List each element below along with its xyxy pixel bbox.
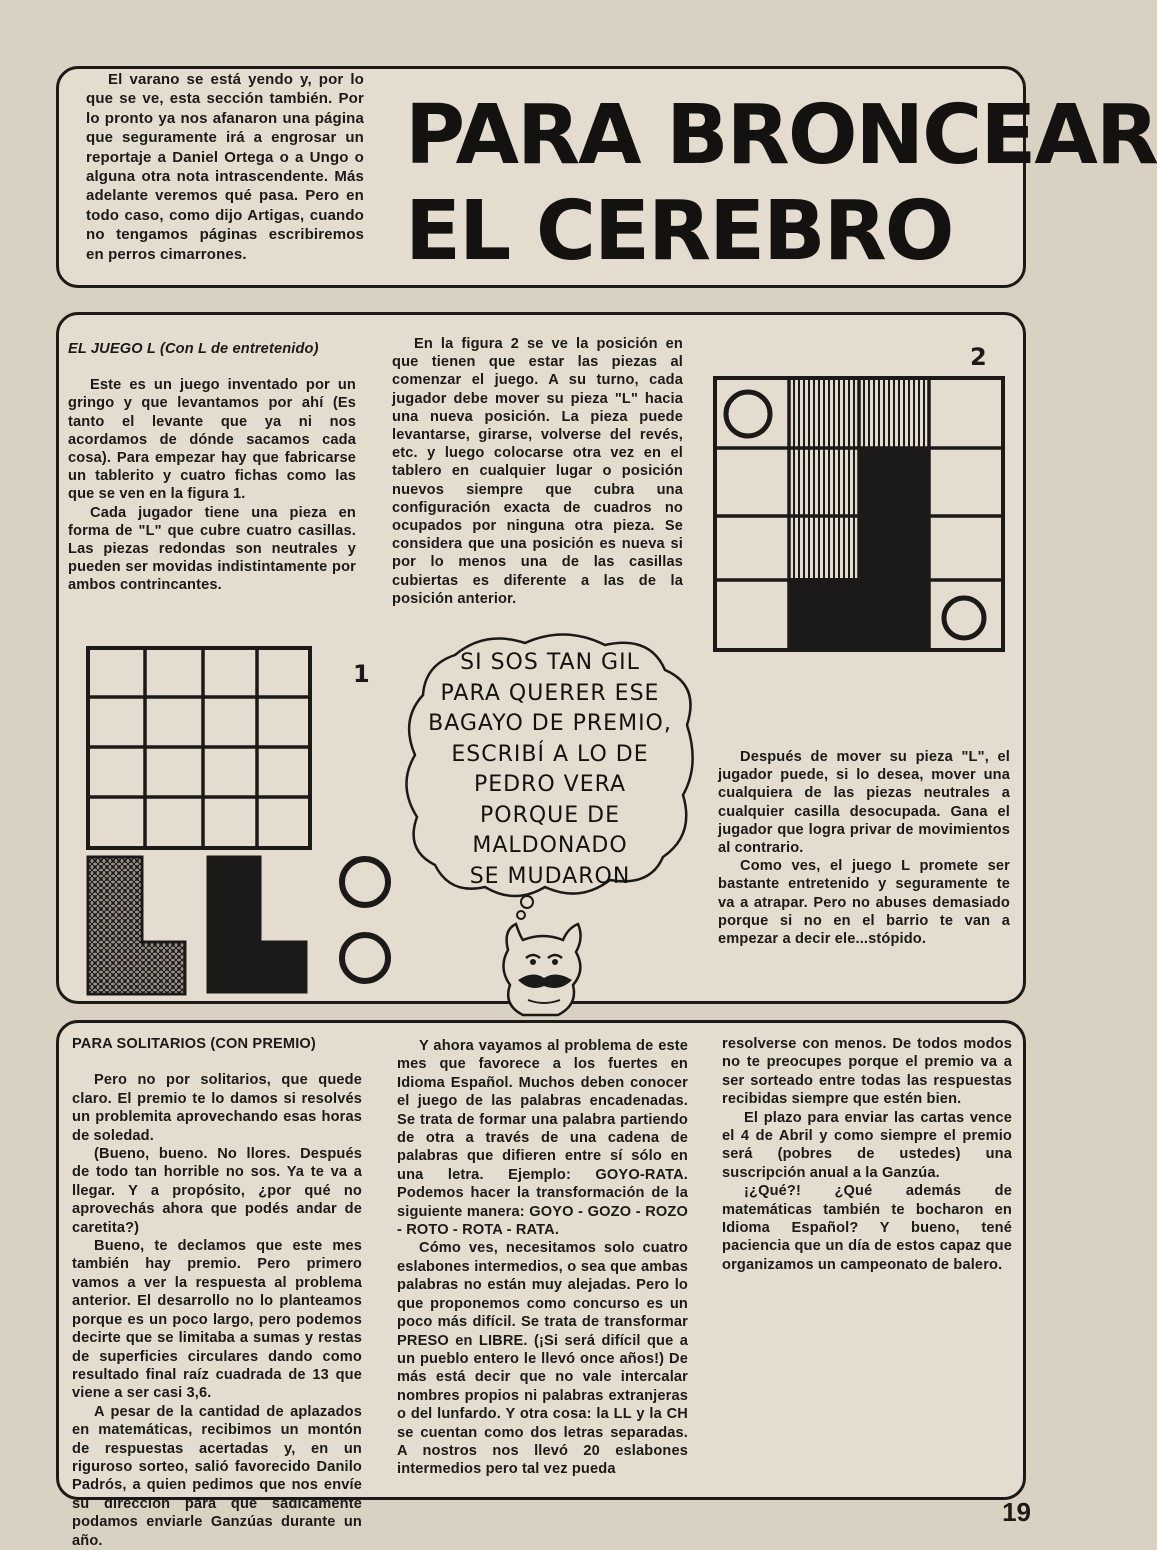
solitarios-column-1 <box>72 1035 362 1550</box>
page-number: 19 <box>1002 1497 1031 1527</box>
bubble-line: SE MUDARON <box>469 863 631 889</box>
solitarios-heading: PARA SOLITARIOS (CON PREMIO) <box>72 1036 316 1052</box>
solitarios-paragraph-6-continued: resolverse con menos. De todos modos no te preocupes porque el premio va a ser sorteado entre todas las respuestas recibidas siempre que estén bien. <box>722 1036 1012 1108</box>
solitarios-paragraph-1: Pero no por solitarios, que quede claro. El premio te lo damos si resolvés un problemita aprovechando esas horas de soledad. <box>72 1072 362 1144</box>
solitarios-paragraph-3: Bueno, te declamos que este mes también hay premio. Pero primero vamos a ver la respuesta al problema anterior. El desarrollo no lo planteamos porque es un poco largo, pero podemos decirte que se limitaba a sumas y restas de superficies circulares dando como resultado final raíz cuadrada de 13 que viene a ser casi 3,6. <box>72 1238 362 1402</box>
solitarios-column-3 <box>722 1035 1012 1274</box>
solitarios-paragraph-4: A pesar de la cantidad de aplazados en matemáticas, recibimos un montón de respuestas acertadas y, en un riguroso sorteo, salió favorecido Danilo Padrós, a quien pedimos que nos envíe su dirección para que sádicamente podamos enviarle Ganzúas durante un año. <box>72 1403 362 1549</box>
juego-heading: EL JUEGO L (Con L de entretenido) <box>68 341 319 357</box>
juego-paragraph-5: Como ves, el juego L promete ser bastante entretenido y seguramente te va a atrapar. Pero no abuses demasiado porque si no en el barrio te van a empezar a decir ele...stópido. <box>718 858 1010 948</box>
solitarios-paragraph-7: El plazo para enviar las cartas vence el 4 de Abril y como siempre el premio será (pobres de ustedes) una suscripción anual a la Ganzúa. <box>722 1109 1012 1181</box>
figure-2-board <box>712 375 1007 653</box>
bubble-line: BAGAYO DE PREMIO, <box>428 711 672 736</box>
juego-paragraph-3: En la figura 2 se ve la posición en que tienen que estar las piezas al comenzar el juego. A su turno, cada jugador debe mover su pieza "L" hacia una nueva posición. La pieza puede levantarse, girarse, volverse del revés, etc. y luego colocarse otra vez en el tablero en cualquier lugar o posición nuevos siempre que cubra una configuración exacta de cuadros no ocupados por ninguna otra pieza. Se considera que una posición es nueva si por lo menos una de las casillas cubiertas es diferente a las de la posición anterior. <box>392 336 683 607</box>
solitarios-column-2 <box>397 1037 688 1479</box>
figure-1-label: 1 <box>353 660 370 688</box>
figure-1-pieces <box>80 852 400 1002</box>
speech-bubble-text <box>420 648 680 892</box>
figure-2-label: 2 <box>970 343 987 371</box>
juego-paragraph-1: Este es un juego inventado por un gringo y que levantamos por ahí (Es tanto el levante que ya ni nos acordamos de dónde sacamos cada cosa). Para empezar hay que fabricarse un tablerito y cuatro fichas como las que se ven en la figura 1. <box>68 377 356 503</box>
bubble-line: PEDRO VERA <box>473 772 627 797</box>
solitarios-paragraph-8: ¡¿Qué?! ¿Qué además de matemáticas también te bocharon en Idioma Español? Y bueno, tené paciencia que un día de estos capaz que organizamos un campeonato de balero. <box>722 1183 1012 1273</box>
juego-paragraph-4: Después de mover su pieza "L", el jugador puede, si lo desea, mover una cualquiera de las piezas neutrales a cualquier casilla desocupada. Gana el jugador que logra privar de movimientos al contrario. <box>718 749 1010 857</box>
solitarios-paragraph-6: Cómo ves, necesitamos solo cuatro eslabones intermedios, o sea que ambas palabras no están muy alejadas. Pero lo que proponemos como concurso es un poco más difícil. Se trata de transformar PRESO en LIBRE. (¡Si será difícil que a un pueblo entero le llevó once años!) De más está decir que no vale intercalar nombres propios ni palabras extranjeras o del lunfardo. Y otra cosa: la LL y la CH se cuentan como dos letras separadas. A nostros nos llevó 20 eslabones intermedios pero tal vez pueda <box>397 1240 688 1478</box>
bubble-line: ESCRIBÍ A LO DE <box>451 741 649 767</box>
juego-column-2 <box>392 335 683 608</box>
intro-paragraph: El varano se está yendo y, por lo que se ve, esta sección también. Por lo pronto ya nos afanaron una página que seguramente irá a engrosar un reportaje a Daniel Ortega o a Ungo o alguna otra nota intrascendente. Más adelante veremos qué pasa. Pero en todo caso, como dijo Artigas, cuando no tengamos páginas escribiremos en perros cimarrones. <box>86 71 364 263</box>
solitarios-paragraph-2: (Bueno, bueno. No llores. Después de todo tan horrible no sos. Ya te va a llegar. Y a propósito, ¿por qué no aprovechás ahora que podés andar de caretita?) <box>72 1146 362 1236</box>
juego-column-1 <box>68 340 356 595</box>
page-title <box>405 88 1157 280</box>
bubble-line: SI SOS TAN GIL <box>460 650 640 675</box>
figure-1-board <box>85 645 315 855</box>
bubble-line: PORQUE DE <box>479 802 621 828</box>
bubble-line: MALDONADO <box>472 833 628 858</box>
title-line-1: PARA BRONCEAR <box>405 88 1157 183</box>
juego-paragraph-2: Cada jugador tiene una pieza en forma de "L" que cubre cuatro casillas. Las piezas redondas son neutrales y pueden ser movidas indistintamente por ambos contrincantes. <box>68 504 356 594</box>
title-line-2: EL CEREBRO <box>405 184 953 279</box>
juego-column-3 <box>718 748 1010 948</box>
intro-text <box>86 70 364 264</box>
bubble-line: PARA QUERER ESE <box>440 680 660 706</box>
cartoon-character <box>488 910 598 1020</box>
solitarios-paragraph-5: Y ahora vayamos al problema de este mes que favorece a los fuertes en Idioma Español. Muchos deben conocer el juego de las palabras encadenadas. Se trata de formar una palabra partiendo de otra a través de una cadena de palabras que difieren entre sí sólo en una letra. Ejemplo: GOYO-RATA. Podemos hacer la transformación de la siguiente manera: GOYO - GOZO - ROZO - ROTO - ROTA - RATA. <box>397 1038 688 1239</box>
